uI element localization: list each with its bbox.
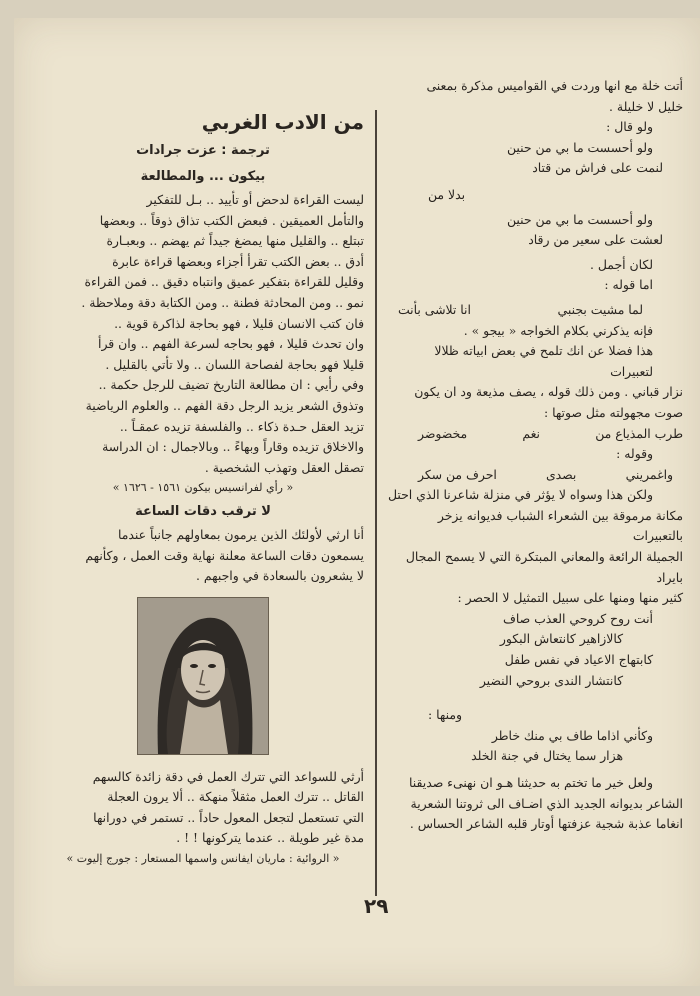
text-line: أدق .. بعض الكتب تقرأ أجزاء وبعضها قراءة عابرة	[112, 253, 364, 269]
text-line: مدة غير طويلة .. عندما يتركونها ! ! .	[176, 830, 364, 846]
text-line: وان تحدث قليلا ، فهو بحاجه لسرعة الفهم .. وان قرأ	[98, 336, 364, 352]
text-line: ومنها :	[428, 707, 462, 723]
text-line: أرثي للسواعد التي تترك العمل في دقة زائدة كالسهم	[92, 768, 364, 784]
text-line: بدلا من	[428, 186, 466, 202]
text-line: ولو قال :	[606, 119, 653, 135]
column-divider	[375, 110, 377, 896]
verse-line: كانتشار الندى بروحي النضير	[479, 672, 623, 688]
verse-part: نغم	[522, 425, 541, 441]
verse-part: واغمريني	[625, 466, 673, 482]
text-line: الجميلة الرائعة والمعاني المبتكرة التي لا يسمح المجال بايراد	[405, 549, 683, 585]
text-line: نزار قباني . ومن ذلك قوله ، يصف مذيعة ود ان يكون	[414, 384, 683, 400]
verse-line: أنت روح كروحي العذب صاف	[503, 610, 653, 626]
verse-part: احرف من سكر	[418, 466, 497, 482]
text-line: تبتلع .. والقليل منها يمضغ جيداً ثم يهضم .. وبعبـارة	[106, 233, 364, 249]
verse-line	[388, 424, 683, 445]
text-line: أنا ارثي لأولئك الذين يرمون بمعاولهم جانباً عندما	[118, 526, 364, 542]
verse-part: انا تلاشى بأنت	[398, 301, 471, 317]
text-line: هذا فضلا عن انك تلمح في بعض ابياته ظلالا لتعبيرات	[434, 343, 653, 379]
verse-line	[388, 300, 683, 321]
text-line: والتأمل العميقين . فبعض الكتب تذاق ذوقاً .. وبعضها	[99, 212, 364, 228]
verse-line: لعشت على سعير من رقاد	[528, 232, 663, 248]
portrait-image	[137, 597, 269, 755]
verse-line: ولو أحسست ما بي من حنين	[506, 139, 653, 155]
text-line: والاخلاق تزيده وقاراً وبهاءً .. وبالاجمال : ان الدراسة	[102, 439, 364, 455]
verse-part: لما مشيت بجنبي	[557, 301, 643, 317]
verse-part: مخضوضر	[418, 425, 468, 441]
text-line: كثير منها ومنها على سبيل التمثيل لا الحصر :	[457, 590, 683, 606]
text-line: وقليل للقراءة بتفكير عميق وانتباه دقيق .. فمن القراءة	[84, 274, 364, 290]
text-line: لا يشعرون بالسعادة في واجبهم .	[196, 568, 364, 584]
verse-part: طرب المذياع من	[595, 425, 683, 441]
verse-line: ولو أحسست ما بي من حنين	[506, 211, 653, 227]
text-line: فإنه يذكرني بكلام الخواجه « بيجو » .	[463, 322, 653, 338]
text-line: مكانة مرموقة بين الشعراء الشباب فديوانه يزخر بالتعبيرات	[437, 507, 683, 544]
verse-line: وكأني اذاما طاف بي منك خاطر	[491, 727, 653, 743]
text-line: خليل لا خليلة .	[609, 98, 683, 114]
text-line: القاتل .. تترك العمل مثقلاً منهكة .. ألا يرون العجلة	[107, 789, 364, 805]
text-line: تزيد العقل حـدة ذكاء .. والفلسفة تزيده عمقـاً ..	[119, 418, 364, 434]
text-line: ولعل خير ما تختم به حديثنا هـو ان نهنىء صديقنا	[408, 775, 653, 790]
text-line: لكان أجمل .	[590, 256, 653, 272]
text-line: تصقل العقل وتهذب الشخصية .	[204, 459, 364, 475]
text-line: فان كتب الانسان قليلا ، فهو بحاجة لذاكرة قوية ..	[114, 315, 364, 331]
page-number: ٢٩	[364, 894, 389, 918]
text-line: صوت مجهولته مثل صوتها :	[543, 404, 683, 420]
magazine-page	[14, 18, 700, 986]
source-credit: « رأي لفرانسيس بيكون ١٥٦١ - ١٦٢٦ »	[112, 481, 294, 495]
verse-line: كالازاهير كانتعاش البكور	[499, 631, 623, 647]
text-line: يسمعون دقات الساعة معلنة نهاية وقت العمل ، وكأنهم	[85, 547, 364, 563]
left-column	[42, 108, 364, 870]
text-line: وقوله :	[616, 446, 653, 462]
text-line: نمو .. ومن المحادثة فطنة .. ومن الكتابة دقة وملاحظة .	[81, 294, 364, 310]
verse-line	[388, 465, 683, 486]
text-line: وتذوق الشعر يزيد الرجل دقة الفهم .. والعلوم الرياضية	[85, 397, 364, 413]
verse-line: هزار سما يختال في جنة الخلد	[471, 748, 623, 764]
source-credit: « الروائية : ماريان ايفانس واسمها المستعار : جورج إليوت »	[66, 852, 340, 866]
text-line: ليست القراءة لدحض أو تأييد .. بـل للتفكير	[146, 192, 364, 207]
article-title: لا ترقب دقات الساعة	[135, 503, 271, 519]
verse-line: كابتهاج الاعياد في نفس طفل	[504, 652, 653, 668]
text-line: أتت خلة مع انها وردت في القواميس مذكرة بمعنى	[426, 78, 683, 93]
verse-part: بصدى	[545, 466, 577, 482]
portrait-engraving-icon	[138, 598, 268, 754]
verse-line: لنمت على فراش من قتاد	[532, 160, 663, 176]
text-line: ولكن هذا وسواه لا يؤثر في منزلة شاعرنا الذي احتل	[387, 487, 653, 503]
translator-credit: ترجمة : عزت جرادات	[136, 143, 270, 158]
article-title: بيكون ... والمطالعة	[140, 169, 266, 184]
text-line: التي تستعمل لتجعل المعول حاداً .. تستمر في دورانها	[93, 809, 364, 825]
text-line: انغاما عذبة شجية عزفتها أوتار قلبه الشاعر الحساس .	[409, 816, 683, 832]
right-column	[388, 76, 683, 835]
text-line: اما قوله :	[604, 277, 653, 293]
text-line: الشاعر بديوانه الجديد الذي اضـاف الى ثروتنا الشعرية	[410, 795, 683, 811]
text-line: وفي رأيي : ان مطالعة التاريخ تضيف للرجل حكمة ..	[98, 377, 364, 393]
section-title: من الادب الغربي	[201, 110, 364, 134]
text-line: قليلا فهو بحاجة لفصاحة اللسان .. ولا تأتي بالقليل .	[105, 356, 364, 372]
